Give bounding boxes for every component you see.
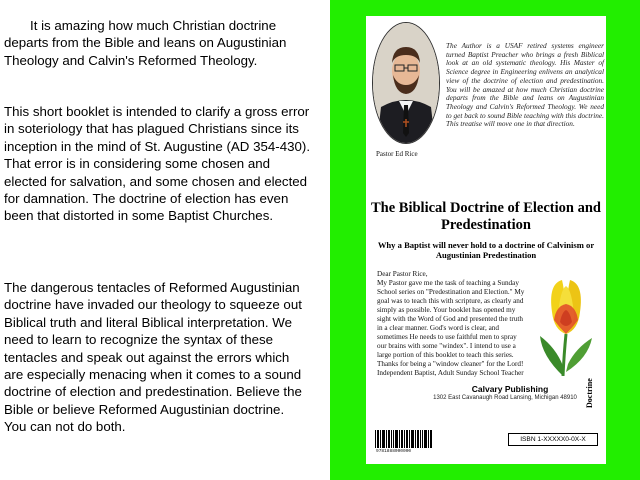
- testimonial-letter: [377, 270, 527, 378]
- publisher-name: Calvary Publishing: [471, 384, 549, 394]
- barcode-icon: [374, 430, 434, 448]
- spine-label: Doctrine: [585, 378, 594, 408]
- paragraph-purpose: This short booklet is intended to clarify a gross error in soteriology that has plagued Christians since its inception in the mind of St. Augustine (AD 354-430). That error is in considering some chosen and elected for salvation, and some chosen and elected for damnation. The doctrine of election has even been that distorted in some Baptist Churches.: [4, 104, 311, 224]
- author-bio: The Author is a USAF retired systems engineer turned Baptist Preacher who brings a fresh Biblical look at an old systematic theology. His Master of Science degree in Engineering enlivens an analytical view of the doctrine of election and predestination. You will be amazed at how much Christian doctrine departs from the Bible and leans on Augustinian Theology and Calvin's Reformed Theology. We need to get back to sound Bible teaching with this doctrine. This treatise will move one in that direction.: [446, 41, 604, 129]
- paragraph-intro-text: It is amazing how much Christian doctrine departs from the Bible and leans on Augustinian Theology and Calvin's Reformed Theology.: [4, 18, 287, 68]
- barcode-number: 9781888000000: [376, 449, 412, 454]
- paragraph-warning: The dangerous tentacles of Reformed Augustinian doctrine have invaded our theology to squeeze out Biblical truth and literal Biblical interpretation. We need to learn to recognize the syntax of these tentacles and speak out against the errors which are especially menacing when it comes to a sound doctrine of election and predestination. Believe the Bible or believe Reformed Augustinian doctrine. You can not do both.: [4, 280, 302, 435]
- author-portrait: [372, 22, 440, 144]
- letter-greeting: Dear Pastor Rice,: [377, 270, 428, 278]
- author-photo-icon: [373, 23, 439, 143]
- cover-title: The Biblical Doctrine of Election and Predestination: [371, 200, 601, 233]
- portrait-caption: Pastor Ed Rice: [376, 150, 418, 158]
- publisher-address: 1302 East Cavanaugh Road Lansing, Michigan 48910: [433, 395, 577, 401]
- paragraph-intro: [4, 17, 310, 69]
- isbn-box: ISBN 1-XXXXX0-0X-X: [508, 433, 598, 446]
- cover-subtitle: Why a Baptist will never hold to a doctrine of Calvinism or Augustinian Predestination: [377, 240, 595, 260]
- letter-body: My Pastor gave me the task of teaching a Sunday School series on "Predestination and Election." My goal was to teach this with scripture, as clearly and simply as possible. Your booklet has opened my sight with the Word of God and presented the truth in a clear manner. God's word is clear, and sometimes He needs to use faithful men to spray our brains with some "windex". I intend to use a large portion of this booklet to teach this series. Thanks for being a "window cleaner" for the Lord! Independent Baptist, Adult Sunday School Teacher: [377, 279, 525, 377]
